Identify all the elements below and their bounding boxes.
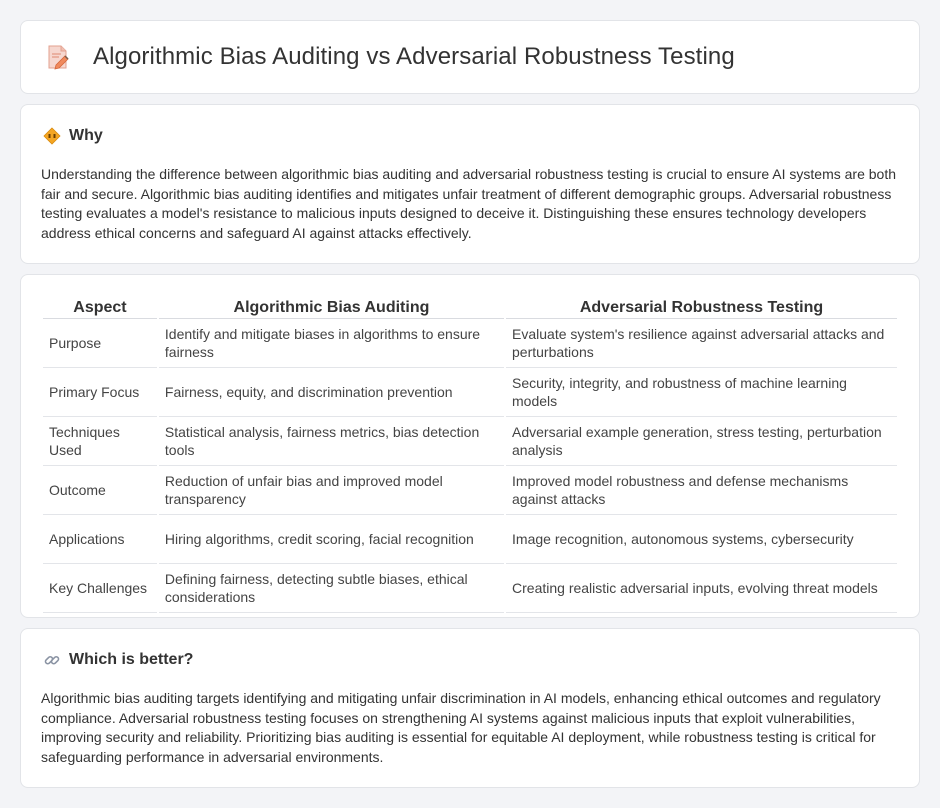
table-row bbox=[43, 319, 897, 368]
why-heading: Why bbox=[69, 127, 103, 144]
better-text: Algorithmic bias auditing targets identifying and mitigating unfair discrimination in AI models, enhancing ethical outcomes and regulatory compliance. Adversarial robustness testing focuses on strengthening AI systems against malicious inputs that exploit vulnerabilities, improving security and reliability. Prioritizing bias auditing is essential for equitable AI deployment, while robustness testing is critical for safeguarding performance in adversarial environments. bbox=[41, 690, 881, 765]
table-cell: Fairness, equity, and discrimination prevention bbox=[159, 368, 504, 417]
table-cell: Improved model robustness and defense mechanisms against attacks bbox=[506, 466, 897, 515]
title-row bbox=[45, 43, 735, 71]
table-header-row bbox=[43, 297, 897, 319]
table-row bbox=[43, 368, 897, 417]
table-cell: Techniques Used bbox=[43, 417, 157, 466]
table-cell: Key Challenges bbox=[43, 564, 157, 613]
table-cell: Hiring algorithms, credit scoring, facial recognition bbox=[159, 515, 504, 564]
link-icon bbox=[43, 651, 61, 669]
comparison-table bbox=[41, 297, 899, 613]
better-heading: Which is better? bbox=[69, 651, 194, 668]
table-cell: Outcome bbox=[43, 466, 157, 515]
table-cell: Applications bbox=[43, 515, 157, 564]
table-cell: Primary Focus bbox=[43, 368, 157, 417]
document-pencil-icon bbox=[45, 43, 71, 71]
table-cell: Reduction of unfair bias and improved model transparency bbox=[159, 466, 504, 515]
page-title: Algorithmic Bias Auditing vs Adversarial Robustness Testing bbox=[93, 43, 735, 70]
comparison-section bbox=[20, 274, 920, 618]
table-cell: Purpose bbox=[43, 319, 157, 368]
which-is-better-section bbox=[20, 628, 920, 788]
table-row bbox=[43, 417, 897, 466]
table-cell: Defining fairness, detecting subtle biases, ethical considerations bbox=[159, 564, 504, 613]
column-header: Aspect bbox=[43, 297, 157, 319]
table-row bbox=[43, 515, 897, 564]
better-heading-row bbox=[43, 651, 193, 669]
table-row bbox=[43, 466, 897, 515]
column-header: Adversarial Robustness Testing bbox=[506, 297, 897, 319]
column-header: Algorithmic Bias Auditing bbox=[159, 297, 504, 319]
diamond-warning-icon bbox=[43, 127, 61, 145]
table-cell: Security, integrity, and robustness of machine learning models bbox=[506, 368, 897, 417]
why-section bbox=[20, 104, 920, 264]
table-cell: Adversarial example generation, stress testing, perturbation analysis bbox=[506, 417, 897, 466]
table-cell: Statistical analysis, fairness metrics, bias detection tools bbox=[159, 417, 504, 466]
table-cell: Image recognition, autonomous systems, cybersecurity bbox=[506, 515, 897, 564]
why-heading-row bbox=[43, 127, 103, 145]
header-card bbox=[20, 20, 920, 94]
table-cell: Identify and mitigate biases in algorithms to ensure fairness bbox=[159, 319, 504, 368]
table-cell: Creating realistic adversarial inputs, evolving threat models bbox=[506, 564, 897, 613]
why-text: Understanding the difference between algorithmic bias auditing and adversarial robustness testing is crucial to ensure AI systems are both fair and secure. Algorithmic bias auditing identifies and mitigates unfair treatment of different demographic groups. Adversarial robustness testing evaluates a model's resistance to malicious inputs designed to deceive it. Distinguishing these ensures technology developers address ethical concerns and safeguard AI against attacks effectively. bbox=[41, 166, 896, 241]
table-row bbox=[43, 564, 897, 613]
table-cell: Evaluate system's resilience against adversarial attacks and perturbations bbox=[506, 319, 897, 368]
